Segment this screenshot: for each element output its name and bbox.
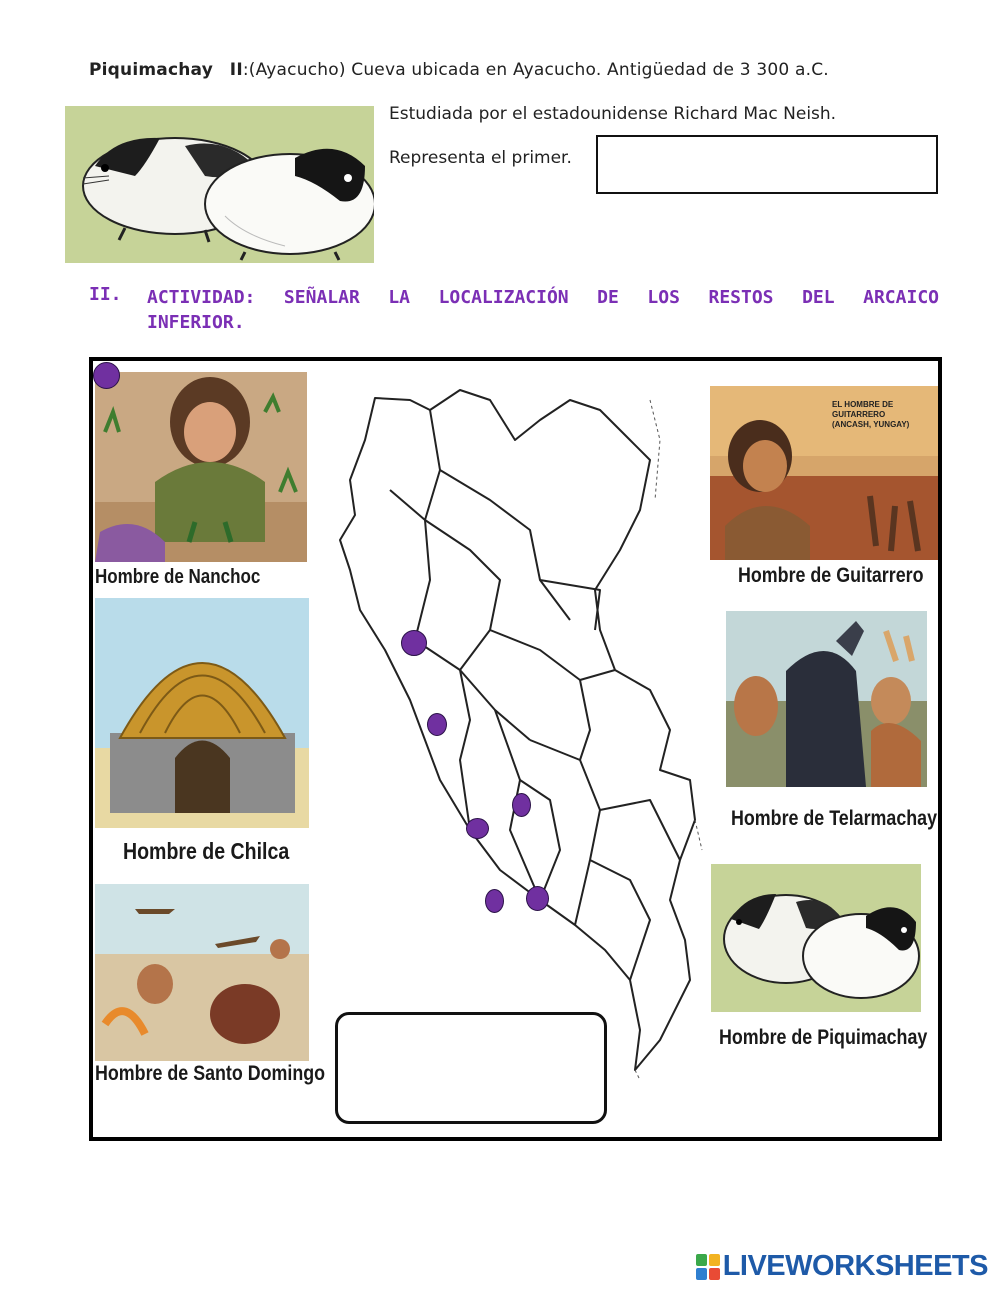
caption-nanchoc: Hombre de Nanchoc: [95, 566, 261, 588]
caption-guitarrero: Hombre de Guitarrero: [738, 564, 924, 587]
liveworksheets-brand-text: LIVEWORKSHEETS: [722, 1250, 988, 1282]
peru-map: [330, 380, 710, 1080]
activity-line-2: INFERIOR.: [147, 312, 245, 333]
activity-number: II.: [89, 284, 122, 305]
telarmachay-image: [726, 611, 927, 787]
liveworksheets-logo-icon: [696, 1254, 720, 1280]
liveworksheets-logo: [696, 1250, 988, 1283]
intro-description: :(Ayacucho) Cueva ubicada en Ayacucho. Antigüedad de 3 300 a.C.: [242, 60, 829, 80]
represents-answer-input[interactable]: [596, 135, 938, 194]
draggable-dot[interactable]: [93, 362, 120, 389]
map-dot[interactable]: [526, 886, 549, 911]
studied-by-text: Estudiada por el estadounidense Richard Mac Neish.: [389, 104, 837, 124]
represents-text: Representa el primer.: [389, 148, 572, 168]
activity-line-1: ACTIVIDAD: SEÑALAR LA LOCALIZACIÓN DE LOS RESTOS DEL ARCAICO: [147, 287, 939, 308]
map-dot[interactable]: [401, 630, 427, 656]
intro-roman: II: [229, 60, 243, 80]
guinea-pig-photo: [65, 106, 374, 263]
guitarrero-image: [710, 386, 938, 560]
map-answer-input[interactable]: [335, 1012, 607, 1124]
piquimachay-image: [711, 864, 921, 1012]
intro-title: Piquimachay: [89, 60, 213, 80]
nanchoc-image: [95, 372, 307, 562]
intro-line: [89, 60, 829, 80]
caption-telarmachay: Hombre de Telarmachay: [731, 807, 938, 830]
santo-domingo-image: [95, 884, 309, 1061]
caption-chilca: Hombre de Chilca: [123, 838, 290, 864]
map-dot[interactable]: [427, 713, 447, 736]
chilca-image: [95, 598, 309, 828]
map-dot[interactable]: [512, 793, 531, 817]
map-dot[interactable]: [485, 889, 504, 913]
caption-piquimachay: Hombre de Piquimachay: [719, 1026, 928, 1049]
caption-santo-domingo: Hombre de Santo Domingo: [95, 1062, 326, 1085]
guitarrero-inset-label: EL HOMBRE DE GUITARRERO (ANCASH, YUNGAY): [832, 400, 910, 429]
map-dot[interactable]: [466, 818, 489, 839]
